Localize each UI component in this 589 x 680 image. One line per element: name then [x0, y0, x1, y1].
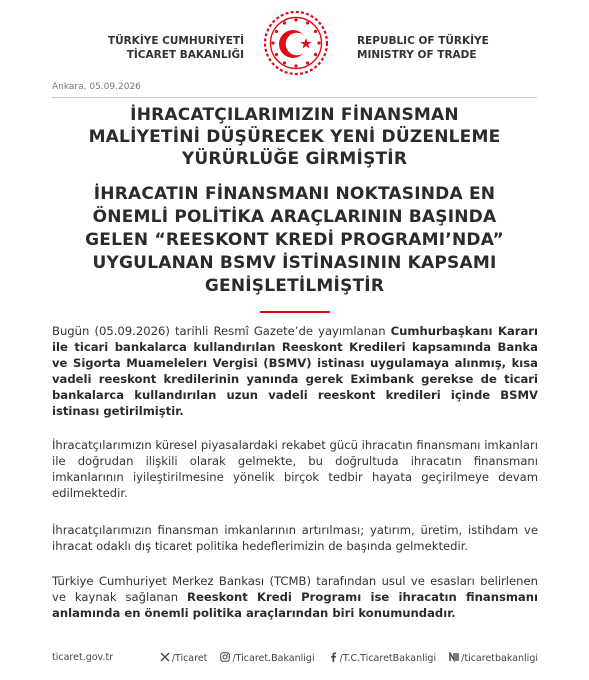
paragraph-bold-text: Cumhurbaşkanı Kararı ile ticari bankalarca kullandırılan Reeskont Kredileri kapsamında Banka ve Sigorta Muamelelerı Vergisi (BSMV) istinası uygulamaya alınmış, kısa vadeli reeskont kredilerinin yanında gerek Eximbank gerekse de ticari bankalarca kullandırılan uzun vadeli reeskont kredileri içinde BSMV istinası getirilmiştir.	[52, 324, 538, 418]
subheadline-line: GENİŞLETİLMİŞTİR	[204, 276, 385, 296]
header-divider	[52, 97, 537, 98]
ministry-name-tr-line1: TÜRKİYE CUMHURİYETİ	[107, 35, 244, 47]
social-links	[150, 652, 538, 664]
x-link[interactable]	[160, 652, 208, 664]
headline-line: MALİYETİNİ DÜŞÜRECEK YENİ DÜZENLEME	[88, 127, 501, 147]
ministry-name-en-line1: REPUBLIC OF TÜRKİYE	[357, 35, 489, 47]
paragraph-text: Türkiye Cumhuriyet Merkez Bankası (TCMB) tarafından usul ve esasları belirlenen ve kaynak sağlanan	[52, 574, 538, 604]
ministry-name-en	[357, 34, 489, 62]
x-icon	[160, 652, 170, 662]
paragraph-text: Bugün (05.09.2026) tarihli Resmî Gazete’de yayımlanan	[52, 324, 391, 338]
body-paragraph-4	[52, 573, 538, 621]
instagram-handle: /Ticaret.Bakanligi	[232, 653, 315, 664]
subheadline-line: ÖNEMLİ POLİTİKA ARAÇLARININ BAŞINDA	[92, 207, 497, 227]
main-headline	[40, 104, 549, 170]
press-date: Ankara, 05.09.2026	[52, 82, 141, 92]
ministry-name-tr	[108, 34, 244, 62]
instagram-icon	[220, 652, 230, 662]
subheadline-line: GELEN “REESKONT KREDİ PROGRAMI’NDA”	[85, 230, 504, 250]
letterhead	[0, 0, 589, 80]
body-paragraph-2: İhracatçılarımızın küresel piyasalardaki rekabet gücü ihracatın finansmanı imkanları ile doğrudan ilişkili olarak gelmekte, bu doğrultuda ihracatın finansmanı imkanlarının iyileştirilmesine yönelik birçok tedbir hayata geçirilmeye devam edilmektedir.	[52, 438, 538, 500]
subheadline-line: İHRACATIN FİNANSMANI NOKTASINDA EN	[93, 184, 496, 204]
sub-headline	[40, 183, 549, 298]
body-paragraph-3: İhracatçılarımızın finansman imkanlarının artırılması; yatırım, üretim, istihdam ve ihracat odaklı dış ticaret politika hedeflerimizin de başında gelmektedir.	[52, 523, 538, 553]
instagram-link[interactable]	[220, 652, 314, 664]
ministry-name-en-line2: MINISTRY OF TRADE	[357, 49, 477, 61]
facebook-link[interactable]	[328, 652, 436, 664]
headline-line: YÜRÜRLÜĞE GİRMİŞTİR	[181, 149, 408, 169]
subheadline-line: UYGULANAN BSMV İSTİNASININ KAPSAMI	[92, 253, 497, 273]
accent-divider	[260, 311, 330, 313]
nsosyal-icon	[449, 652, 459, 662]
footer	[52, 652, 538, 668]
facebook-icon	[328, 652, 338, 662]
crescent-star-emblem-icon	[263, 10, 329, 76]
facebook-handle: /T.C.TicaretBakanligi	[339, 653, 437, 664]
headline-line: İHRACATÇILARIMIZIN FİNANSMAN	[130, 105, 459, 125]
x-handle: /Ticaret	[171, 653, 208, 664]
ministry-name-tr-line2: TİCARET BAKANLIĞI	[126, 49, 244, 61]
nsosyal-handle: /ticaretbakanligi	[461, 653, 538, 664]
nsosyal-link[interactable]	[449, 652, 538, 664]
body-paragraph-1	[52, 323, 538, 419]
website-link[interactable]: ticaret.gov.tr	[52, 652, 114, 663]
paragraph-bold-text: Reeskont Kredi Programı ise ihracatın finansmanı anlamında en önemli politika araçlarından biri konumundadır.	[52, 590, 538, 620]
